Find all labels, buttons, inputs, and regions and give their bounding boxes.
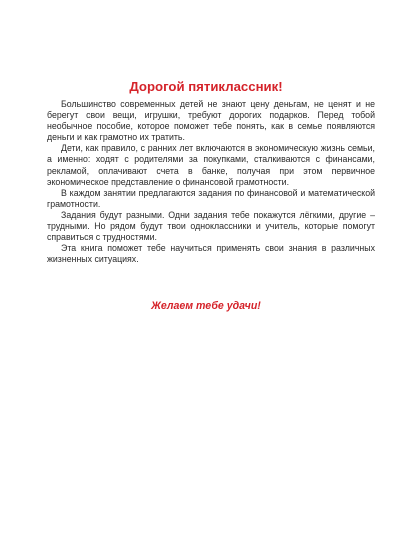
paragraph-lessons: В каждом занятии предлагаются задания по финансовой и математической грамотности. [47, 187, 375, 209]
paragraph-book-purpose: Эта книга поможет тебе научиться применять свои знания в различных жизненных ситуациях. [47, 243, 375, 265]
closing-wish: Желаем тебе удачи! [151, 300, 261, 312]
body-text [47, 99, 375, 265]
page-title: Дорогой пятиклассник! [129, 79, 283, 94]
paragraph-intro: Большинство современных детей не знают цену деньгам, не ценят и не берегут свои вещи, игрушки, требуют дорогих подарков. Перед тобой необычное пособие, которое поможет тебе понять, как в семье появляются деньги и как грамотно их тратить. [47, 99, 375, 143]
paragraph-tasks: Задания будут разными. Одни задания тебе покажутся лёгкими, другие – трудными. Но рядом будут твои одноклассники и учитель, которые помогут справиться с трудностями. [47, 209, 375, 243]
paragraph-family-economy: Дети, как правило, с ранних лет включаются в экономическую жизнь семьи, а именно: ходят с родителями за покупками, сталкиваются с финансами, рекламой, оплачивают счета в банке, получая при этом первичное экономическое представление о финансовой грамотности. [47, 143, 375, 187]
